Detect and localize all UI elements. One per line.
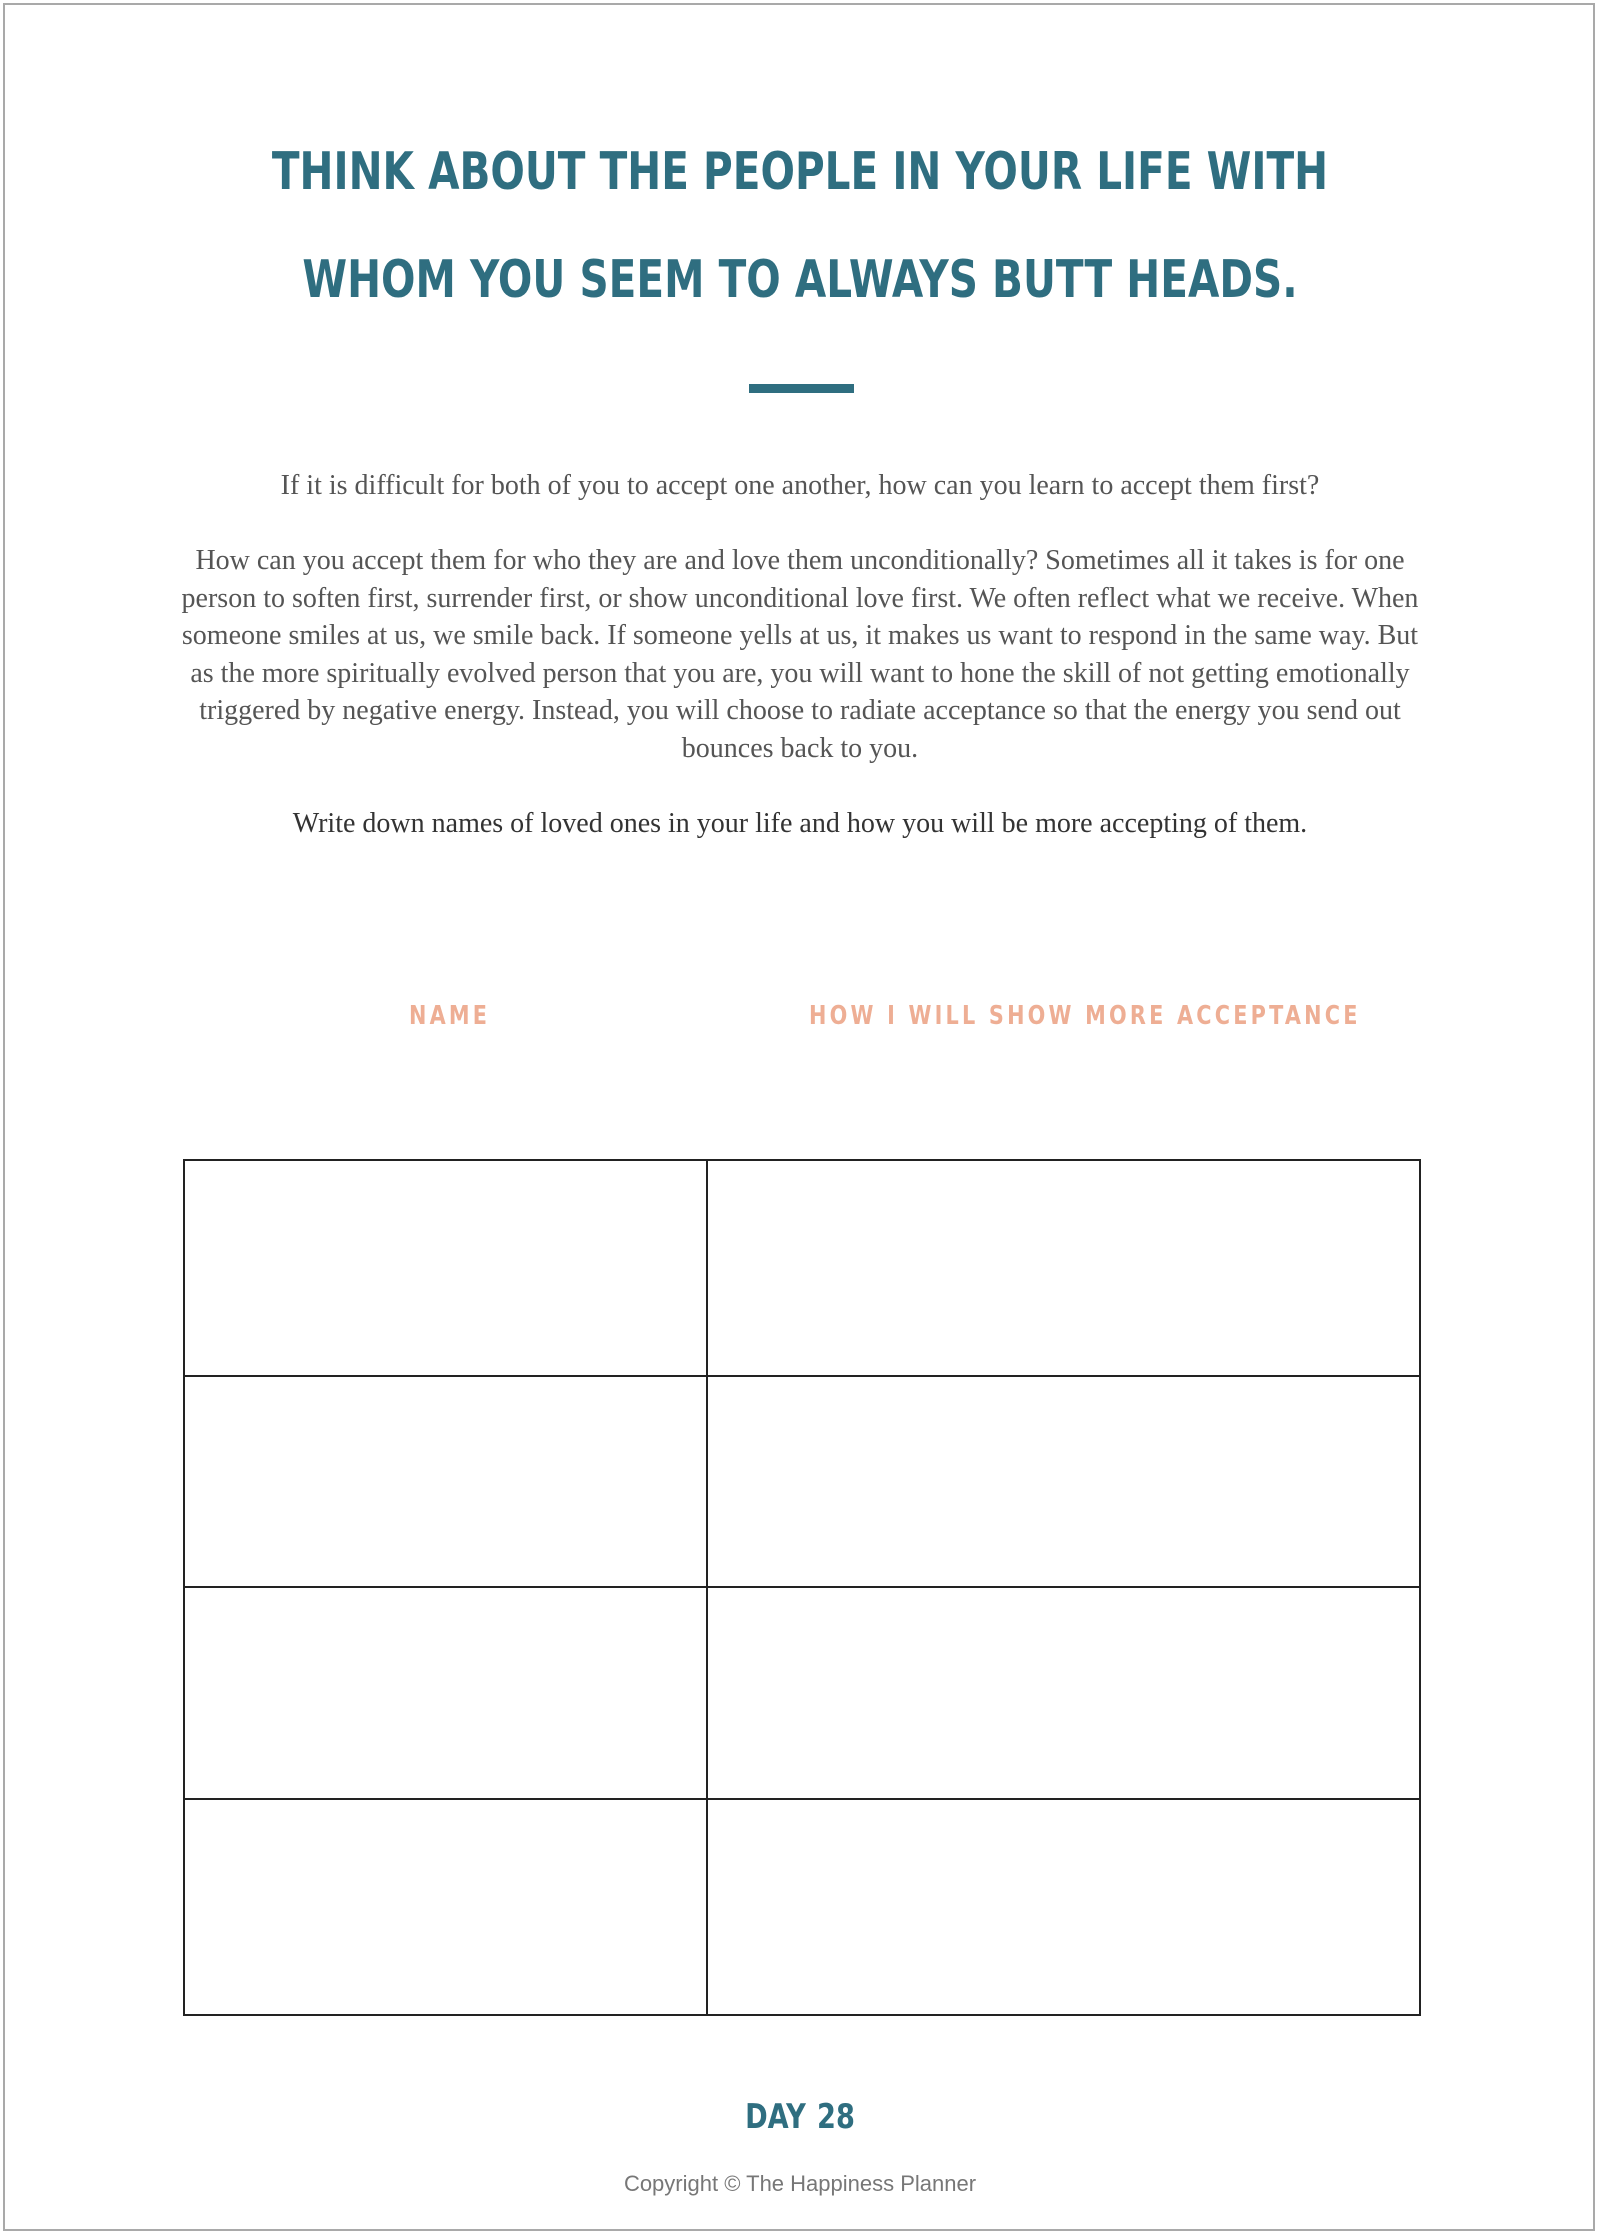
table-row <box>184 1160 1420 1376</box>
acceptance-cell[interactable] <box>707 1376 1420 1587</box>
name-cell[interactable] <box>184 1799 707 2015</box>
column-header-acceptance: HOW I WILL SHOW MORE ACCEPTANCE <box>809 1001 1361 1031</box>
body-paragraph: How can you accept them for who they are and love them unconditionally? Sometimes all it takes is for one person to soften first, surrender first, or show unconditional love first. We often reflect what we receive. When someone smiles at us, we smile back. If someone yells at us, it makes us want to respond in the same way. But as the more spiritually evolved person that you are, you will want to hone the skill of not getting emotionally triggered by negative energy. Instead, you will choose to radiate acceptance so that the energy you send out bounces back to you. <box>181 545 1419 764</box>
copyright-notice: Copyright © The Happiness Planner <box>623 2171 977 2196</box>
day-indicator <box>160 2097 1440 2137</box>
table-row <box>184 1799 1420 2015</box>
day-label: DAY <box>745 2097 806 2137</box>
intro-question: If it is difficult for both of you to accept one another, how can you learn to accept them first? <box>280 470 1320 501</box>
name-cell[interactable] <box>184 1376 707 1587</box>
column-header-name: NAME <box>409 1001 491 1031</box>
title-divider <box>749 384 854 393</box>
page-title-line-2: WHOM YOU SEEM TO ALWAYS BUTT HEADS. <box>302 250 1298 310</box>
table-row <box>184 1376 1420 1587</box>
acceptance-cell[interactable] <box>707 1160 1420 1376</box>
table-row <box>184 1587 1420 1799</box>
acceptance-cell[interactable] <box>707 1799 1420 2015</box>
instruction-text: Write down names of loved ones in your life and how you will be more accepting of them. <box>292 808 1308 839</box>
name-cell[interactable] <box>184 1587 707 1799</box>
acceptance-table <box>183 1159 1421 2016</box>
page-title-line-1: THINK ABOUT THE PEOPLE IN YOUR LIFE WITH <box>271 142 1329 202</box>
acceptance-cell[interactable] <box>707 1587 1420 1799</box>
name-cell[interactable] <box>184 1160 707 1376</box>
day-number: 28 <box>817 2097 855 2137</box>
